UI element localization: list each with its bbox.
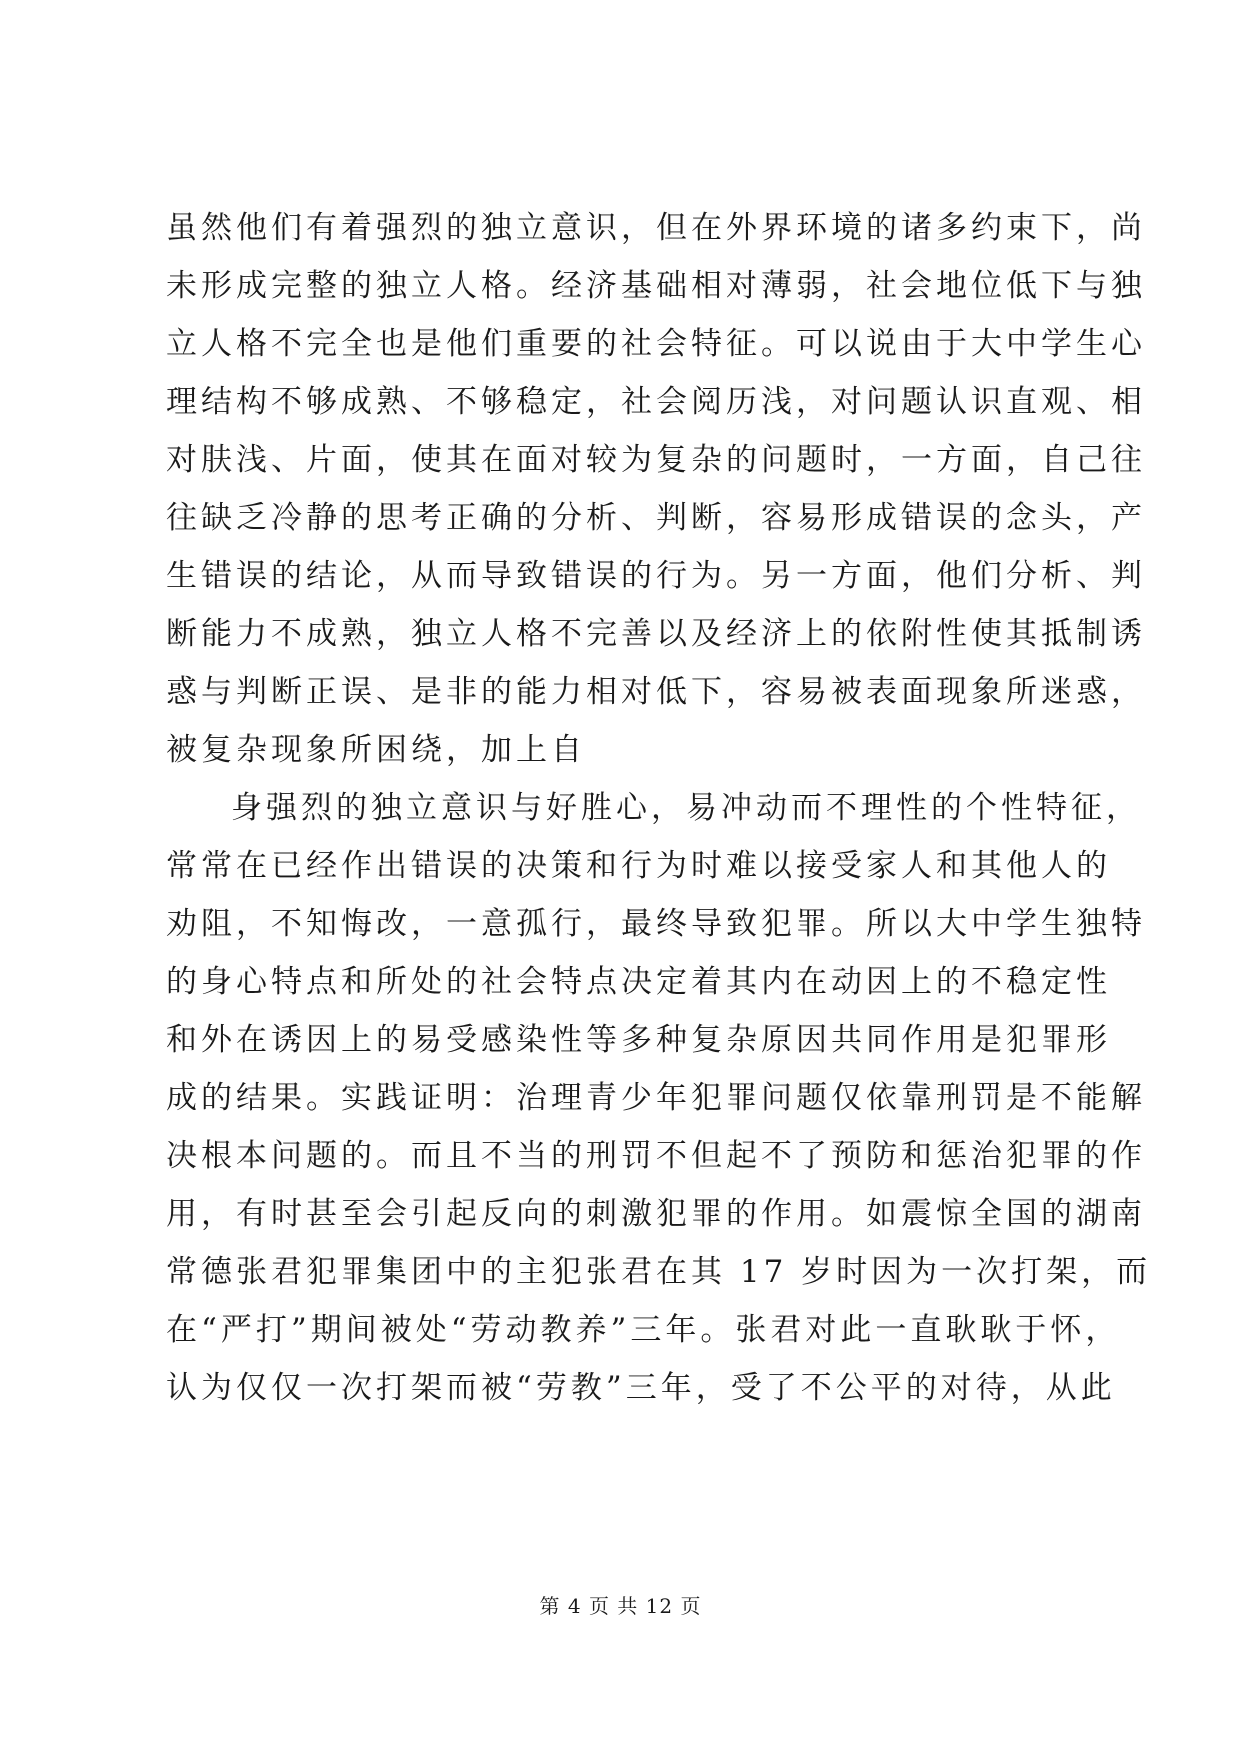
text-line: 惑与判断正误、是非的能力相对低下，容易被表面现象所迷惑，: [166, 674, 1146, 710]
text-line: 身强烈的独立意识与好胜心，易冲动而不理性的个性特征，: [231, 790, 1141, 826]
text-line: 和外在诱因上的易受感染性等多种复杂原因共同作用是犯罪形: [166, 1022, 1111, 1058]
text-line: 往缺乏冷静的思考正确的分析、判断，容易形成错误的念头，产: [166, 500, 1146, 536]
text-line: 生错误的结论，从而导致错误的行为。另一方面，他们分析、判: [166, 558, 1146, 594]
text-line: 虽然他们有着强烈的独立意识，但在外界环境的诸多约束下，尚: [166, 210, 1146, 246]
text-line: 在“严打”期间被处“劳动教养”三年。张君对此一直耿耿于怀，: [166, 1312, 1121, 1348]
text-line: 认为仅仅一次打架而被“劳教”三年，受了不公平的对待，从此: [166, 1370, 1116, 1406]
text-line: 的身心特点和所处的社会特点决定着其内在动因上的不稳定性: [166, 964, 1111, 1000]
text-line: 常德张君犯罪集团中的主犯张君在其 17 岁时因为一次打架，而: [166, 1254, 1152, 1290]
page-footer: 第 4 页 共 12 页: [539, 1594, 702, 1618]
text-line: 对肤浅、片面，使其在面对较为复杂的问题时，一方面，自己往: [166, 442, 1146, 478]
text-line: 成的结果。实践证明：治理青少年犯罪问题仅依靠刑罚是不能解: [166, 1080, 1146, 1116]
text-line: 劝阻，不知悔改，一意孤行，最终导致犯罪。所以大中学生独特: [166, 906, 1146, 942]
text-line: 立人格不完全也是他们重要的社会特征。可以说由于大中学生心: [166, 326, 1146, 362]
text-line: 决根本问题的。而且不当的刑罚不但起不了预防和惩治犯罪的作: [166, 1138, 1146, 1174]
text-line: 理结构不够成熟、不够稳定，社会阅历浅，对问题认识直观、相: [166, 384, 1146, 420]
text-line: 被复杂现象所困绕，加上自: [166, 732, 586, 768]
text-line: 用，有时甚至会引起反向的刺激犯罪的作用。如震惊全国的湖南: [166, 1196, 1146, 1232]
text-line: 断能力不成熟，独立人格不完善以及经济上的依附性使其抵制诱: [166, 616, 1146, 652]
text-line: 常常在已经作出错误的决策和行为时难以接受家人和其他人的: [166, 848, 1111, 884]
text-line: 未形成完整的独立人格。经济基础相对薄弱，社会地位低下与独: [166, 268, 1146, 304]
